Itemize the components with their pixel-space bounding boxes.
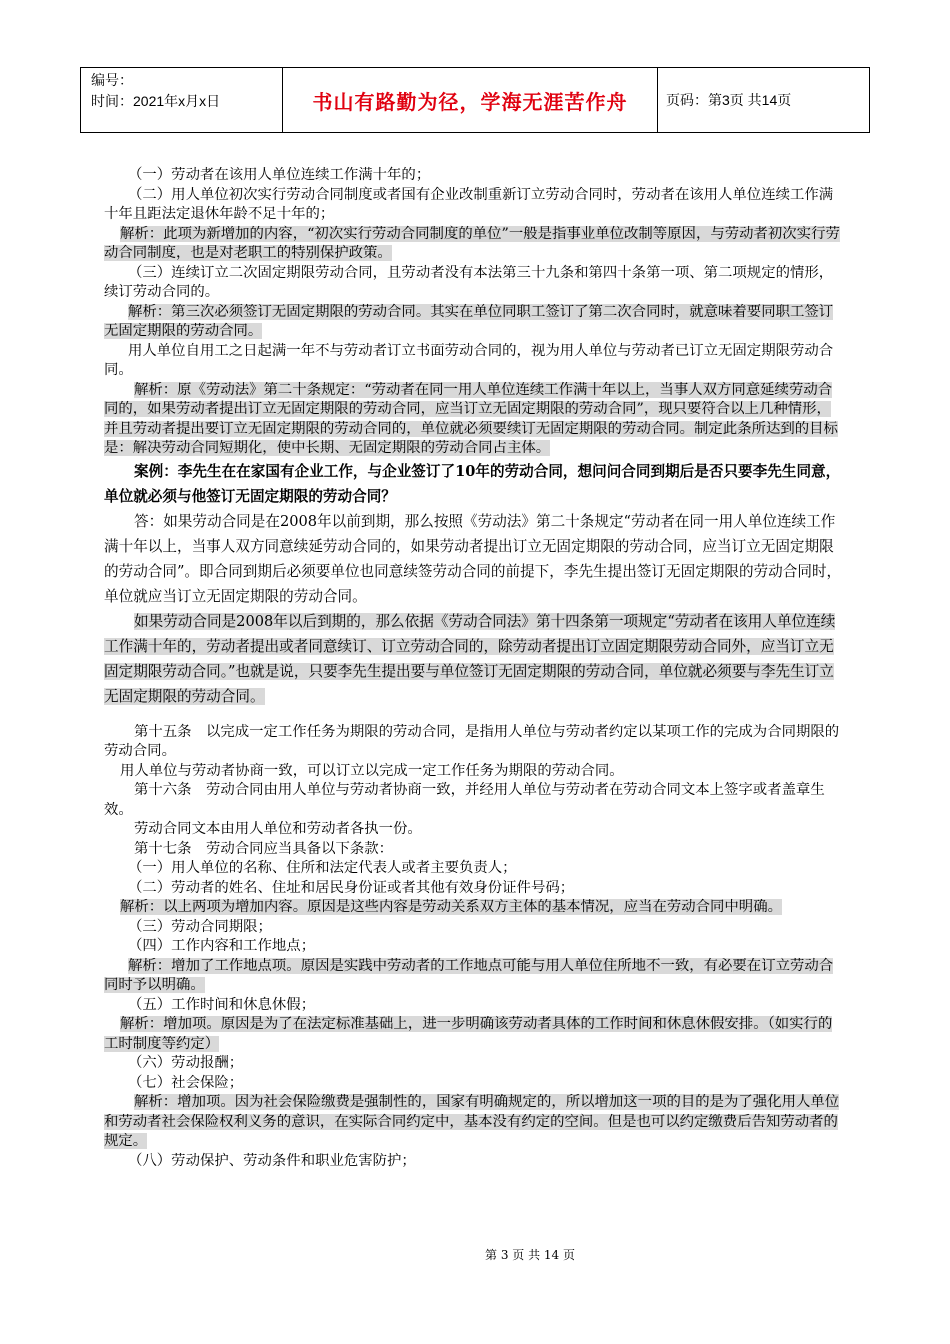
- paragraph: （七）社会保险；: [128, 1074, 244, 1091]
- analysis-paragraph: 解析：原《劳动法》第二十条规定：“劳动者在同一用人单位连续工作满十年以上，当事人双方同意延续劳动合同的，如果劳动者提出订立无固定期限的劳动合同，应当订立无固定期限的劳动合同”，现只要符合以上几种情形，并且劳动者提出要订立无固定期限的劳动合同的，单位就必须要续订无固定期限的劳动合同。制定此条所达到的目标是：解决劳动合同短期化，使中长期、无固定期限的劳动合同占主体。: [104, 381, 838, 456]
- answer-paragraph: 如果劳动合同是2008年以后到期的，那么依据《劳动合同法》第十四条第一项规定“劳动者在该用人单位连续工作满十年的，劳动者提出或者同意续订、订立劳动合同的，除劳动者提出订立固定期限劳动合同外，应当订立无固定期限劳动合同。”也就是说，只要李先生提出要与单位签订无固定期限的劳动合同，单位就必须要与李先生订立无固定期限的劳动合同。: [104, 612, 836, 705]
- paragraph: （三）连续订立二次固定期限劳动合同，且劳动者没有本法第三十九条和第四十条第一项、第二项规定的情形，续订劳动合同的。: [104, 264, 834, 300]
- answer-paragraph: 答：如果劳动合同是在2008年以前到期，那么按照《劳动法》第二十条规定“劳动者在同一用人单位连续工作满十年以上，当事人双方同意续延劳动合同的，如果劳动者提出订立无固定期限的劳动合同，应当订立无固定期限的劳动合同”。即合同到期后必须要单位也同意续签劳动合同的前提下，李先生提出签订无固定期限的劳动合同时，单位就应当订立无固定期限的劳动合同。: [104, 512, 842, 605]
- header-meta: [81, 68, 283, 132]
- analysis-paragraph: 解析：增加项。因为社会保险缴费是强制性的，国家有明确规定的，所以增加这一项的目的是为了强化用人单位和劳动者社会保险权利义务的意识，在实际合同约定中，基本没有约定的空间。但是也可以约定缴费后告知劳动者的规定。: [104, 1094, 840, 1149]
- analysis-paragraph: 解析：此项为新增加的内容，“初次实行劳动合同制度的单位”一般是指事业单位改制等原因，与劳动者初次实行劳动合同制度，也是对老职工的特别保护政策。: [104, 225, 840, 261]
- paragraph: （一）劳动者在该用人单位连续工作满十年的；: [128, 167, 431, 183]
- analysis-paragraph: 解析：第三次必须签订无固定期限的劳动合同。其实在单位同职工签订了第二次合同时，就意味着要同职工签订无固定期限的劳动合同。: [104, 303, 834, 339]
- paragraph: （一）用人单位的名称、住所和法定代表人或者主要负责人；: [128, 860, 517, 876]
- header-motto: 书山有路勤为径，学海无涯苦作舟: [283, 68, 658, 132]
- page-footer: [0, 1246, 950, 1263]
- article-paragraph: 第十六条 劳动合同由用人单位与劳动者协商一致，并经用人单位与劳动者在劳动合同文本上签字或者盖章生效。: [104, 782, 825, 818]
- page-header: [80, 67, 870, 133]
- time-label: 时间：2021年x月x日: [91, 93, 221, 109]
- paragraph: （三）劳动合同期限；: [128, 918, 272, 935]
- footer-page-number: 第 3 页 共 14 页: [485, 1248, 575, 1262]
- analysis-paragraph: 解析：增加了工作地点项。原因是实践中劳动者的工作地点可能与用人单位住所地不一致，有必要在订立劳动合同时予以明确。: [104, 957, 834, 993]
- paragraph: （六）劳动报酬；: [128, 1055, 244, 1071]
- analysis-paragraph: 解析：增加项。原因是为了在法定标准基础上，进一步明确该劳动者具体的工作时间和休息休假安排。（如实行的工时制度等约定）: [104, 1016, 833, 1052]
- paragraph: 用人单位自用工之日起满一年不与劳动者订立书面劳动合同的，视为用人单位与劳动者已订立无固定期限劳动合同。: [104, 342, 834, 378]
- paragraph: 劳动合同文本由用人单位和劳动者各执一份。: [134, 821, 422, 837]
- paragraph: （二）用人单位初次实行劳动合同制度或者国有企业改制重新订立劳动合同时，劳动者在该用人单位连续工作满十年且距法定退休年龄不足十年的；: [104, 186, 834, 222]
- case-heading: 案例：李先生在在家国有企业工作，与企业签订了10年的劳动合同，想问问合同到期后是否只要李先生同意，单位就必须与他签订无固定期限的劳动合同？: [104, 462, 841, 505]
- paragraph: （二）劳动者的姓名、住址和居民身份证或者其他有效身份证件号码；: [128, 879, 575, 896]
- header-page-info: 页码：第3页 共14页: [666, 92, 792, 108]
- paragraph: 用人单位与劳动者协商一致，可以订立以完成一定工作任务为期限的劳动合同。: [120, 762, 624, 779]
- number-label: 编号：: [91, 72, 133, 88]
- paragraph: （八）劳动保护、劳动条件和职业危害防护；: [128, 1152, 416, 1169]
- document-body: [104, 166, 844, 1171]
- analysis-paragraph: 解析：以上两项为增加内容。原因是这些内容是劳动关系双方主体的基本情况，应当在劳动合同中明确。: [120, 899, 782, 915]
- article-paragraph: 第十五条 以完成一定工作任务为期限的劳动合同，是指用人单位与劳动者约定以某项工作的完成为合同期限的劳动合同。: [104, 723, 840, 759]
- paragraph: （五）工作时间和休息休假；: [128, 996, 316, 1013]
- article-paragraph: 第十七条 劳动合同应当具备以下条款：: [134, 840, 394, 857]
- paragraph: （四）工作内容和工作地点；: [128, 938, 316, 954]
